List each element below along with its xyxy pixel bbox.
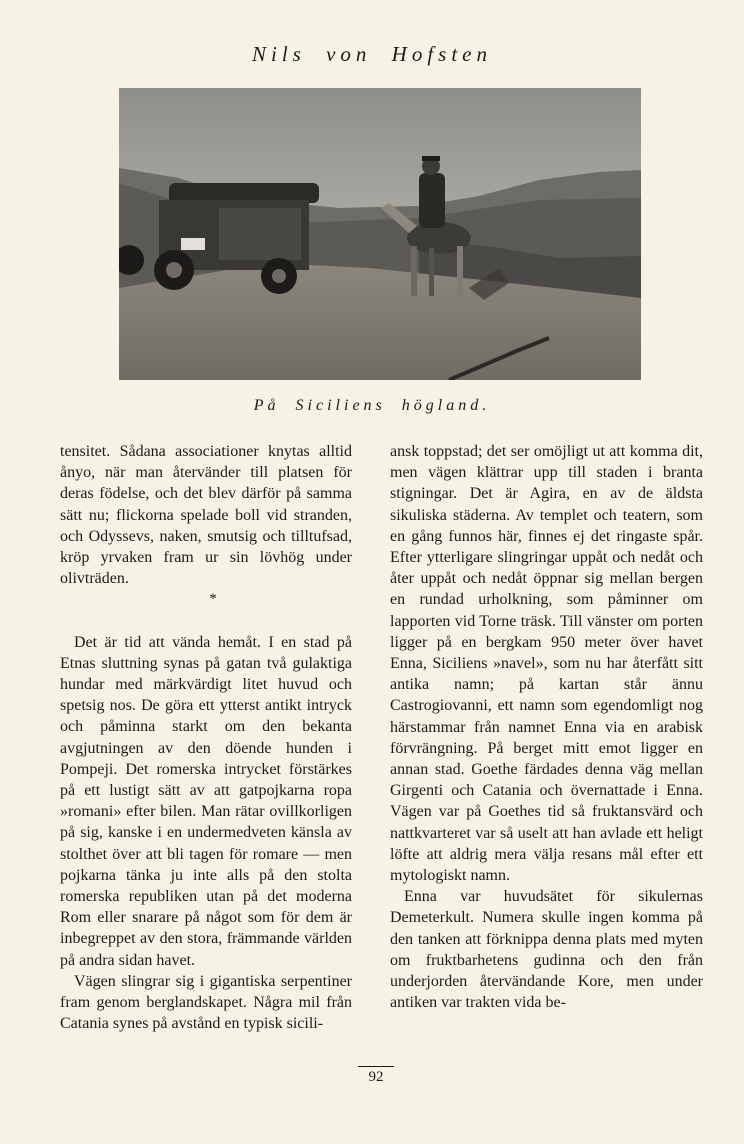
figure-caption: På Siciliens högland. [253,397,491,414]
paragraph: ansk toppstad; det ser omöjligt ut att komma dit, men vägen klättrar upp till staden i branta stigningar. Det är Agira, en av de äldsta sikuliska städerna. Av templet och teatern, som en gång funnos här, finnes ej det ringaste spår. Efter ytterligare slingringar uppåt och nedåt och åter uppåt och nedåt öppnar sig mellan bergen en rundad urholkning, som påminner om lapporten vid Torne träsk. Till vänster om porten ligger på en bergkam 950 meter över havet Enna, Siciliens »navel», som nu har återfått sitt antika namn; på kartan står ännu Castrogiovanni, ett namn som egendomligt nog härstammar från namnet Enna via en arabisk förvrängning. På berget mitt emot ligger en annan stad. Goethe färdades denna väg mellan Girgenti och Catania och övernattade i Enna. Vägen var på Goethes tid så fruktansvärd och nattkvarteret var så uselt att han avlade ett heligt löfte att aldrig mera välja resans mål efter ett mytologiskt namn. [390,443,703,885]
paragraph: Vägen slingrar sig i gigantiska serpentiner fram genom berglandskapet. Några mil från Catania synes på avstånd en typisk sicili- [60,972,352,1033]
paragraph: Det är tid att vända hemåt. I en stad på Etnas sluttning synas på gatan två gulaktiga hundar med märkvärdigt litet huvud och spetsig nos. De göra ett ytterst antikt intryck och påminna starkt om den bekanta avgjutningen av den döende hunden i Pompeji. Det romerska intrycket förstärkes på ett lustigt sätt av att gatpojkarna ropa »romani» efter bilen. Man rätar ovillkorligen på sig, kanske i en undermedveten känsla av stolthet över att bli tagen för romare — men pojkarna tänka ju inte alls på den stolta romerska republiken utan på det moderna Rom eller snarare på något som för dem är inbegreppet av den stora, främmande världen på andra sidan havet. [60,633,352,969]
running-header: Nils von Hofsten [252,42,492,66]
page-number: 92 [368,1069,384,1085]
left-column [60,441,352,1034]
folio-rule [358,1066,394,1067]
paragraph: tensitet. Sådana associationer knytas alltid ånyo, när man återvänder till platsen för deras födelse, och det blev därför på samma sätt nu; flickorna spelade boll vid stranden, och Odyssevs, naken, smutsig och tilltufsad, kröp yrvaken fram ur sin lövhög under olivträden. [60,443,352,588]
section-separator: * [209,591,217,608]
photograph-car-and-donkey-rider [119,88,641,380]
right-column [390,441,703,1013]
paragraph: Enna var huvudsätet för sikulernas Demeterkult. Numera skulle ingen komma på den tanken att förknippa denna plats med myten om fruktbarhetens gudinna och den från underjorden återvändande Kore, men under antiken var trakten vida be- [390,888,703,1012]
